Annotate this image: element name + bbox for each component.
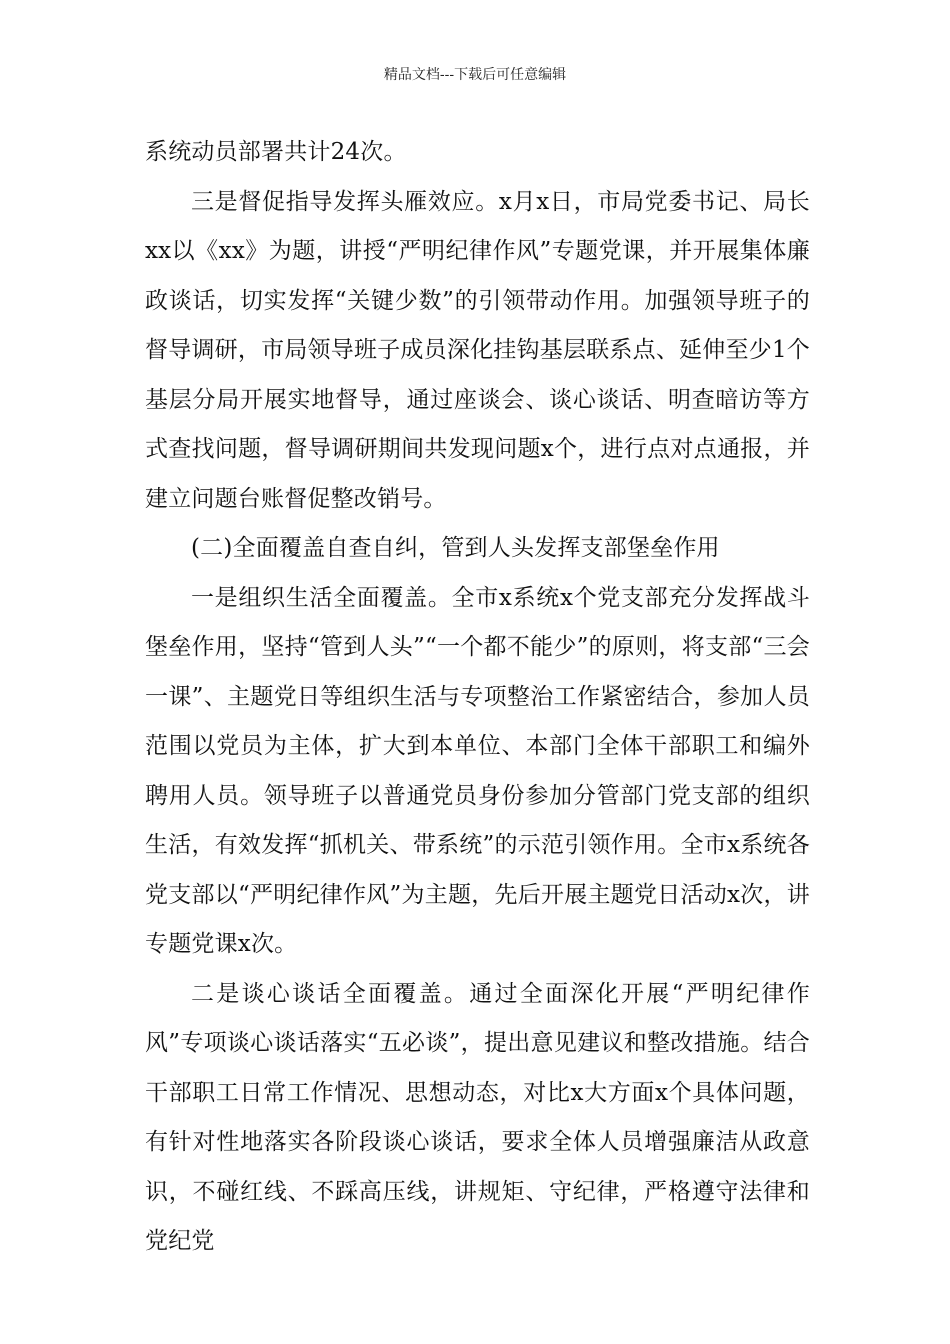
paragraph-supervision: 三是督促指导发挥头雁效应。x月x日，市局党委书记、局长xx以《xx》为题，讲授“严明纪律作风”专题党课，并开展集体廉政谈话，切实发挥“关键少数”的引领带动作用。加强领导班子的督导调研，市局领导班子成员深化挂钩基层联系点、延伸至少1个基层分局开展实地督导，通过座谈会、谈心谈话、明查暗访等方式查找问题，督导调研期间共发现问题x个，进行点对点通报，并建立问题台账督促整改销号。 bbox=[145, 188, 810, 512]
section-heading: (二)全面覆盖自查自纠，管到人头发挥支部堡垒作用 bbox=[191, 535, 720, 561]
page-header: 精品文档---下载后可任意编辑 bbox=[383, 67, 567, 83]
paragraph-continuation: 系统动员部署共计24次。 bbox=[145, 139, 407, 165]
document-body bbox=[145, 128, 810, 1267]
paragraph-heart-talks: 二是谈心谈话全面覆盖。通过全面深化开展“严明纪律作风”专项谈心谈话落实“五必谈”，提出意见建议和整改措施。结合干部职工日常工作情况、思想动态，对比x大方面x个具体问题，有针对性地落实各阶段谈心谈话，要求全体人员增强廉洁从政意识，不碰红线、不踩高压线，讲规矩、守纪律，严格遵守法律和党纪党 bbox=[145, 980, 810, 1254]
paragraph-organization-life: 一是组织生活全面覆盖。全市x系统x个党支部充分发挥战斗堡垒作用，坚持“管到人头”“一个都不能少”的原则，将支部“三会一课”、主题党日等组织生活与专项整治工作紧密结合，参加人员范围以党员为主体，扩大到本单位、本部门全体干部职工和编外聘用人员。领导班子以普通党员身份参加分管部门党支部的组织生活，有效发挥“抓机关、带系统”的示范引领作用。全市x系统各党支部以“严明纪律作风”为主题，先后开展主题党日活动x次，讲专题党课x次。 bbox=[145, 584, 810, 957]
